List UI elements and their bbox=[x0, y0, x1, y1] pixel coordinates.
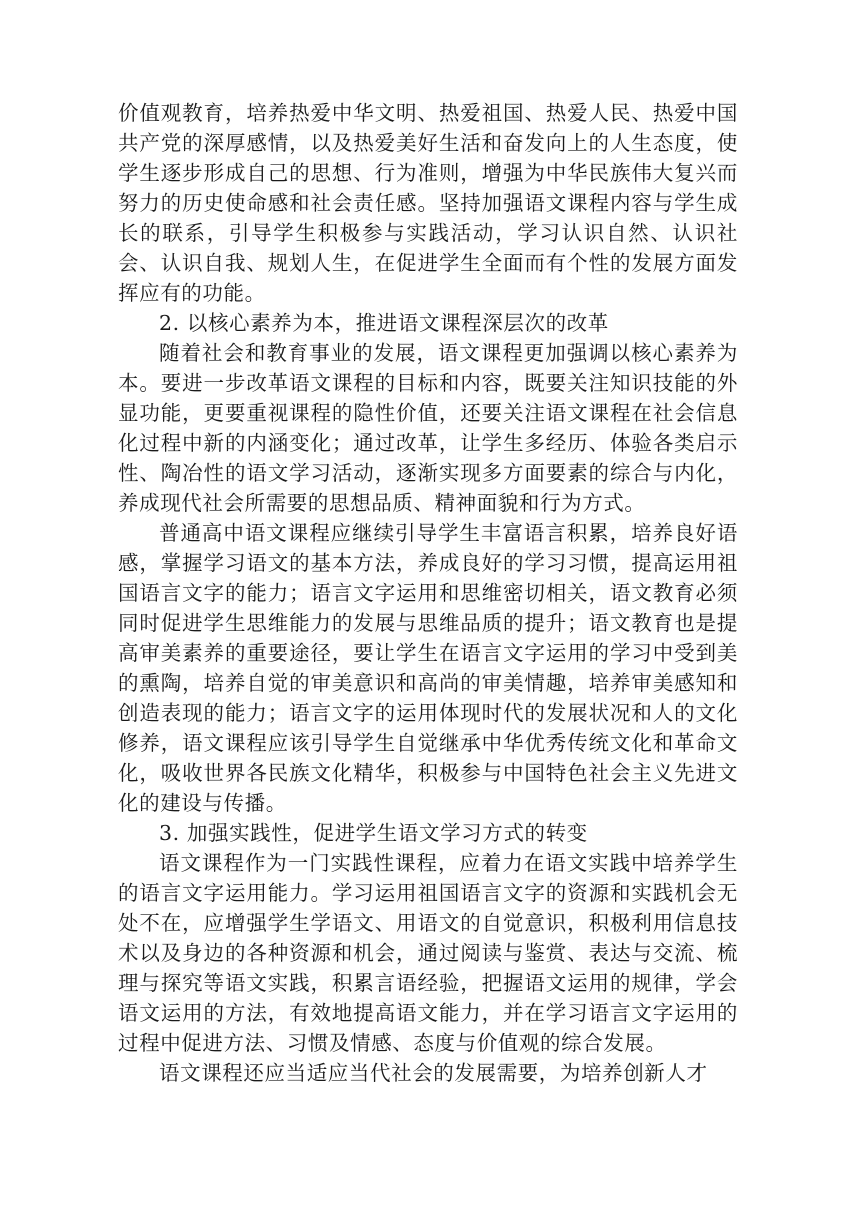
paragraph-innovation: 语文课程还应当适应当代社会的发展需要，为培养创新人才 bbox=[159, 1061, 708, 1085]
paragraph-high-school-course: 普通高中语文课程应继续引导学生丰富语言积累，培养良好语感，掌握学习语文的基本方法，养成良好的学习习惯，提高运用祖国语言文字的能力；语言文字运用和思维密切相关，语文教育必须同时促进学生思维能力的发展与思维品质的提升；语文教育也是提高审美素养的重要途径，要让学生在语言文字运用的学习中受到美的熏陶，培养自觉的审美意识和高尚的审美情趣，培养审美感知和创造表现的能力；语言文字的运用体现时代的发展状况和人的文化修养，语文课程应该引导学生自觉继承中华优秀传统文化和革命文化，吸收世界各民族文化精华，积极参与中国特色社会主义先进文化的建设与传播。 bbox=[118, 521, 738, 815]
document-page bbox=[118, 98, 738, 1088]
section-heading-2: 2. 以核心素养为本，推进语文课程深层次的改革 bbox=[159, 311, 609, 335]
section-heading-3: 3. 加强实践性，促进学生语文学习方式的转变 bbox=[159, 821, 588, 845]
paragraph-core-literacy: 随着社会和教育事业的发展，语文课程更加强调以核心素养为本。要进一步改革语文课程的目标和内容，既要关注知识技能的外显功能，更要重视课程的隐性价值，还要关注语文课程在社会信息化过程中新的内涵变化；通过改革，让学生多经历、体验各类启示性、陶冶性的语文学习活动，逐渐实现多方面要素的综合与内化，养成现代社会所需要的思想品质、精神面貌和行为方式。 bbox=[118, 341, 738, 515]
paragraph-practice: 语文课程作为一门实践性课程，应着力在语文实践中培养学生的语言文字运用能力。学习运用祖国语言文字的资源和实践机会无处不在，应增强学生学语文、用语文的自觉意识，积极利用信息技术以及身边的各种资源和机会，通过阅读与鉴赏、表达与交流、梳理与探究等语文实践，积累言语经验，把握语文运用的规律，学会语文运用的方法，有效地提高语文能力，并在学习语言文字运用的过程中促进方法、习惯及情感、态度与价值观的综合发展。 bbox=[118, 851, 738, 1055]
paragraph-continued: 价值观教育，培养热爱中华文明、热爱祖国、热爱人民、热爱中国共产党的深厚感情，以及热爱美好生活和奋发向上的人生态度，使学生逐步形成自己的思想、行为准则，增强为中华民族伟大复兴而努力的历史使命感和社会责任感。坚持加强语文课程内容与学生成长的联系，引导学生积极参与实践活动，学习认识自然、认识社会、认识自我、规划人生，在促进学生全面而有个性的发展方面发挥应有的功能。 bbox=[118, 101, 738, 305]
